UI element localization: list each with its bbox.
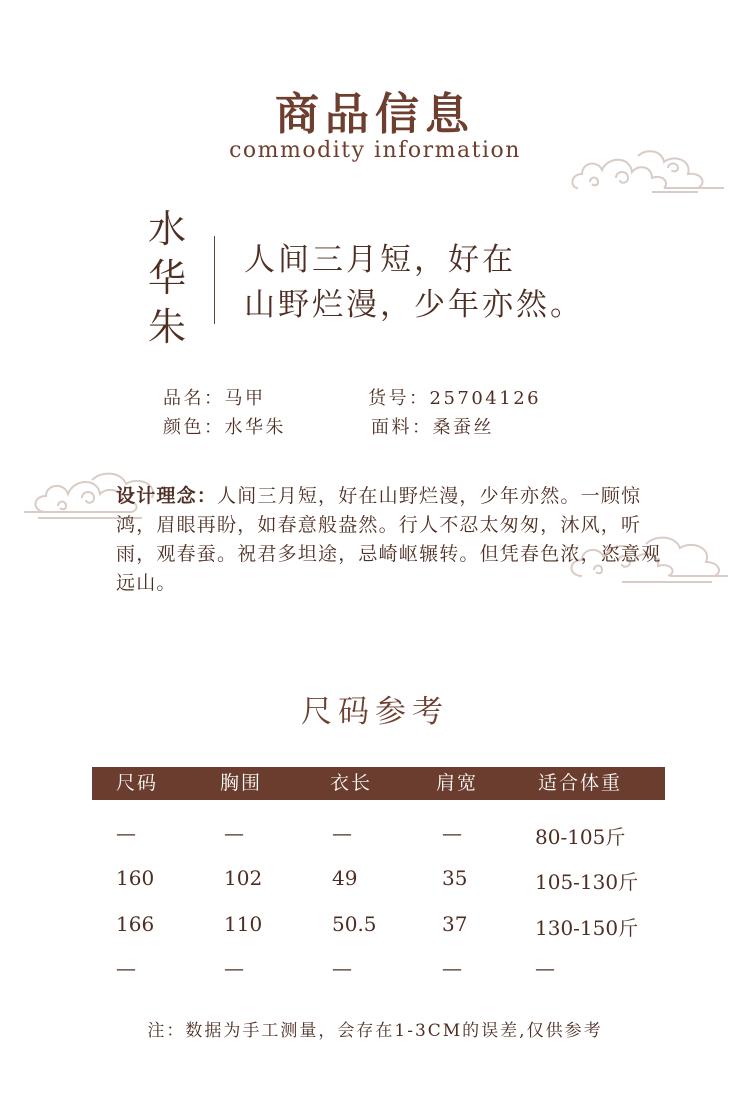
table-cell: 80-105斤: [535, 825, 626, 849]
color-label: 颜色：: [163, 417, 225, 438]
table-cell: 105-130斤: [535, 870, 639, 894]
table-cell: —: [442, 956, 462, 980]
page-title: 商品信息: [275, 89, 475, 140]
table-cell: —: [116, 821, 136, 845]
table-cell: —: [224, 956, 244, 980]
table-header-cell: 尺码: [116, 772, 159, 794]
design-label: 设计理念: [116, 485, 197, 507]
fabric-value: 桑蚕丝: [432, 417, 494, 438]
table-cell: —: [332, 821, 352, 845]
name-char: 华: [148, 256, 187, 300]
table-cell: 49: [332, 866, 358, 890]
table-cell: 50.5: [332, 912, 377, 936]
table-header-cell: 肩宽: [436, 772, 479, 794]
table-cell: —: [116, 956, 136, 980]
sku-value: 25704126: [429, 388, 542, 409]
sku-label: 货号：: [368, 388, 430, 409]
poem-line: 人间三月短，好在: [244, 242, 516, 278]
table-cell: 110: [224, 912, 263, 936]
table-cell: —: [332, 956, 352, 980]
table-cell: 166: [116, 912, 155, 936]
size-chart-title: 尺码参考: [301, 694, 449, 730]
table-header-cell: 衣长: [330, 772, 373, 794]
table-cell: 130-150斤: [535, 916, 639, 940]
table-cell: 37: [442, 912, 468, 936]
table-cell: —: [535, 956, 555, 980]
table-cell: 102: [224, 866, 263, 890]
poem-line: 山野烂漫，少年亦然。: [244, 287, 584, 323]
fabric-label: 面料：: [371, 417, 433, 438]
color-value: 水华朱: [224, 417, 286, 438]
measurement-note: 注：数据为手工测量，会存在1-3CM的误差,仅供参考: [147, 1021, 603, 1041]
design-colon: ：: [196, 485, 218, 507]
name-label: 品名：: [163, 388, 225, 409]
table-header-cell: 适合体重: [538, 772, 623, 794]
name-value: 马甲: [224, 388, 266, 409]
table-cell: 160: [116, 866, 155, 890]
page-subtitle: commodity information: [229, 138, 521, 163]
name-char: 朱: [148, 305, 187, 349]
design-text: 人间三月短，好在山野烂漫，少年亦然。一顾惊鸿，眉眼再盼，如春意般盎然。行人不忍太匆匆，沐风，听雨，观春蚕。祝君多坦途，忌崎岖辗转。但凭春色浓，恣意观远山。: [116, 485, 662, 594]
table-cell: —: [442, 821, 462, 845]
table-cell: 35: [442, 866, 468, 890]
table-cell: —: [224, 821, 244, 845]
table-header-cell: 胸围: [220, 772, 263, 794]
name-char: 水: [148, 207, 187, 251]
